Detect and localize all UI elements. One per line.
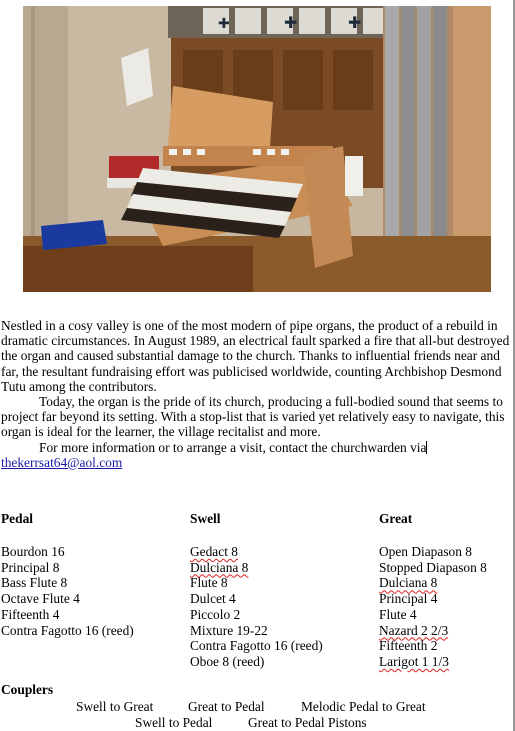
stop-item: Piccolo 2	[190, 606, 241, 622]
great-heading: Great	[379, 511, 413, 526]
swell-heading: Swell	[190, 511, 221, 526]
svg-text:✚: ✚	[218, 16, 230, 32]
email-link[interactable]: thekerrsat64@aol.com	[1, 454, 123, 470]
couplers-heading: Couplers	[1, 682, 54, 697]
stop-item: Flute 8	[190, 575, 228, 591]
pedal-heading: Pedal	[1, 511, 33, 526]
great-stop-list	[379, 544, 487, 670]
stop-item: Contra Fagotto 16 (reed)	[1, 622, 134, 638]
stop-item: Flute 4	[379, 606, 417, 622]
stop-item: Open Diapason 8	[379, 544, 472, 559]
swell-stop-list	[190, 544, 323, 670]
stop-item: Larigot 1 1/3	[379, 653, 449, 669]
stop-item: Gedact 8	[190, 544, 238, 559]
coupler-item: Swell to Great	[76, 699, 154, 714]
stop-item: Principal 4	[379, 591, 438, 607]
stop-item: Dulcet 4	[190, 591, 236, 607]
stop-item: Contra Fagotto 16 (reed)	[190, 638, 323, 654]
stop-item: Octave Flute 4	[1, 591, 80, 607]
coupler-item: Great to Pedal Pistons	[248, 715, 367, 730]
coupler-item: Melodic Pedal to Great	[301, 699, 426, 714]
stop-item: Principal 8	[1, 559, 60, 575]
paragraph-history: Nestled in a cosy valley is one of the most modern of pipe organs, the product of a rebuild in dramatic circumstances. In August 1989, an electrical fault sparked a fire that all-but destroyed the organ and caused substantial damage to the church. Thanks to influential friends near and far, the resultant fundraising effort was publicised worldwide, counting Archbishop Desmond Tutu among the contributors.	[1, 318, 510, 394]
stop-item: Fifteenth 2	[379, 638, 438, 654]
stop-item: Oboe 8 (reed)	[190, 653, 265, 669]
coupler-item: Swell to Pedal	[135, 715, 213, 730]
stop-item: Stopped Diapason 8	[379, 559, 487, 575]
paragraph-today: Today, the organ is the pride of its church, producing a full-bodied sound that seems to project far beyond its setting. With a stop-list that is varied yet relatively easy to navigate, this organ is ideal for the learner, the village recitalist and more.	[1, 394, 505, 440]
description-text	[1, 318, 511, 470]
coupler-item: Great to Pedal	[188, 699, 265, 714]
stop-item: Nazard 2 2/3	[379, 622, 449, 638]
stop-item: Bourdon 16	[1, 544, 65, 559]
organ-photo	[23, 6, 491, 292]
pedal-stop-list	[1, 544, 134, 638]
contact-text: For more information or to arrange a visit, contact the churchwarden via	[39, 439, 427, 455]
stop-item: Fifteenth 4	[1, 606, 60, 622]
stop-item: Dulciana 8	[379, 575, 438, 591]
svg-text:✚: ✚	[284, 13, 298, 32]
stop-item: Mixture 19-22	[190, 622, 268, 638]
text-cursor	[426, 441, 427, 454]
email-line	[1, 455, 511, 470]
stop-item: Bass Flute 8	[1, 575, 68, 591]
stop-item: Dulciana 8	[190, 559, 249, 575]
svg-text:✚: ✚	[348, 13, 362, 32]
paragraph-contact	[1, 440, 511, 455]
